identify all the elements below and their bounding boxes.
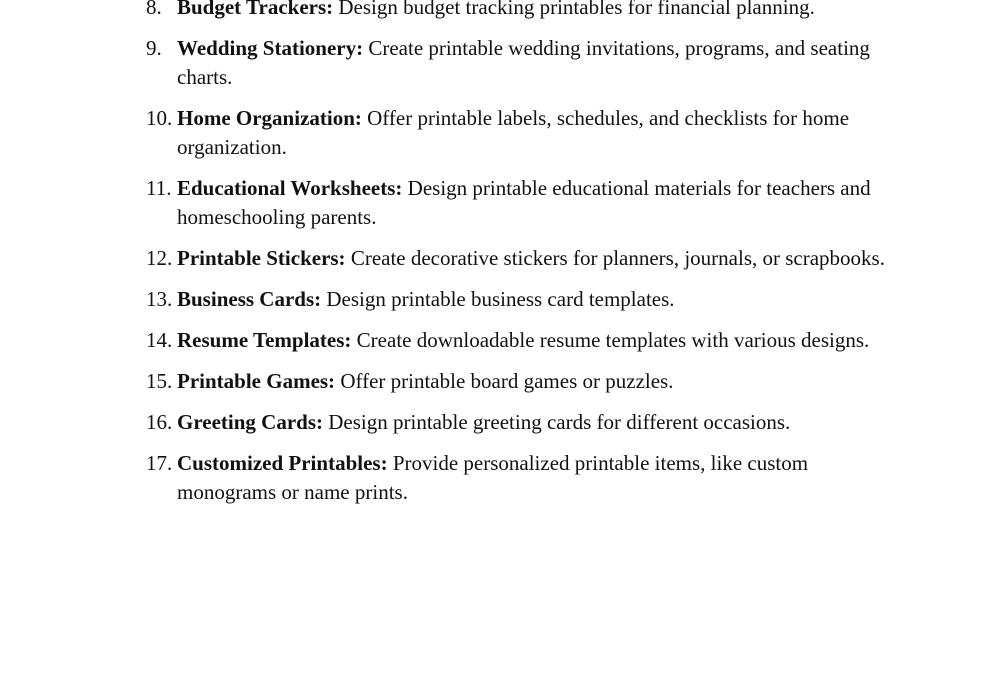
list-item-number: 8.: [146, 0, 162, 19]
list-item: [146, 285, 892, 314]
list-item-title: Customized Printables:: [177, 451, 388, 475]
list-item-number: 14.: [146, 328, 173, 352]
list-item-title: Wedding Stationery:: [177, 36, 364, 60]
list-item-title: Printable Games:: [177, 369, 336, 393]
list-item-number: 9.: [146, 36, 162, 60]
list-item: [146, 0, 892, 22]
list-item-title: Educational Worksheets:: [177, 176, 403, 200]
list-item-number: 17.: [146, 451, 173, 475]
list-item: [146, 449, 892, 507]
list-item: [146, 34, 892, 92]
list-item: [146, 367, 892, 396]
list-item-number: 15.: [146, 369, 173, 393]
list-item: [146, 244, 892, 273]
list-item-title: Home Organization:: [177, 106, 362, 130]
list-item-title: Budget Trackers:: [177, 0, 334, 19]
list-item-text: Design printable educational materials for teachers and homeschooling parents.: [177, 176, 871, 229]
list-item: [146, 326, 892, 355]
numbered-list: [146, 0, 892, 519]
list-item-text: Design printable business card templates.: [321, 287, 675, 311]
list-item-number: 11.: [146, 176, 172, 200]
list-item-number: 10.: [146, 106, 173, 130]
list-item-title: Greeting Cards:: [177, 410, 324, 434]
list-item: [146, 174, 892, 232]
list-item-title: Printable Stickers:: [177, 246, 346, 270]
list-item-text: Provide personalized printable items, like custom monograms or name prints.: [177, 451, 809, 504]
list-item-title: Resume Templates:: [177, 328, 352, 352]
list-item-text: Create printable wedding invitations, programs, and seating charts.: [177, 36, 870, 89]
list-item-text: Offer printable labels, schedules, and checklists for home organization.: [177, 106, 850, 159]
list-item-number: 13.: [146, 287, 173, 311]
list-item-number: 16.: [146, 410, 173, 434]
list-item-number: 12.: [146, 246, 173, 270]
list-item-text: Design budget tracking printables for financial planning.: [333, 0, 815, 19]
list-item-text: Create downloadable resume templates with various designs.: [351, 328, 870, 352]
list-item-text: Offer printable board games or puzzles.: [335, 369, 674, 393]
list-item-title: Business Cards:: [177, 287, 322, 311]
list-item-text: Design printable greeting cards for different occasions.: [323, 410, 791, 434]
list-item: [146, 104, 892, 162]
list-item-text: Create decorative stickers for planners, journals, or scrapbooks.: [345, 246, 885, 270]
list-item: [146, 408, 892, 437]
